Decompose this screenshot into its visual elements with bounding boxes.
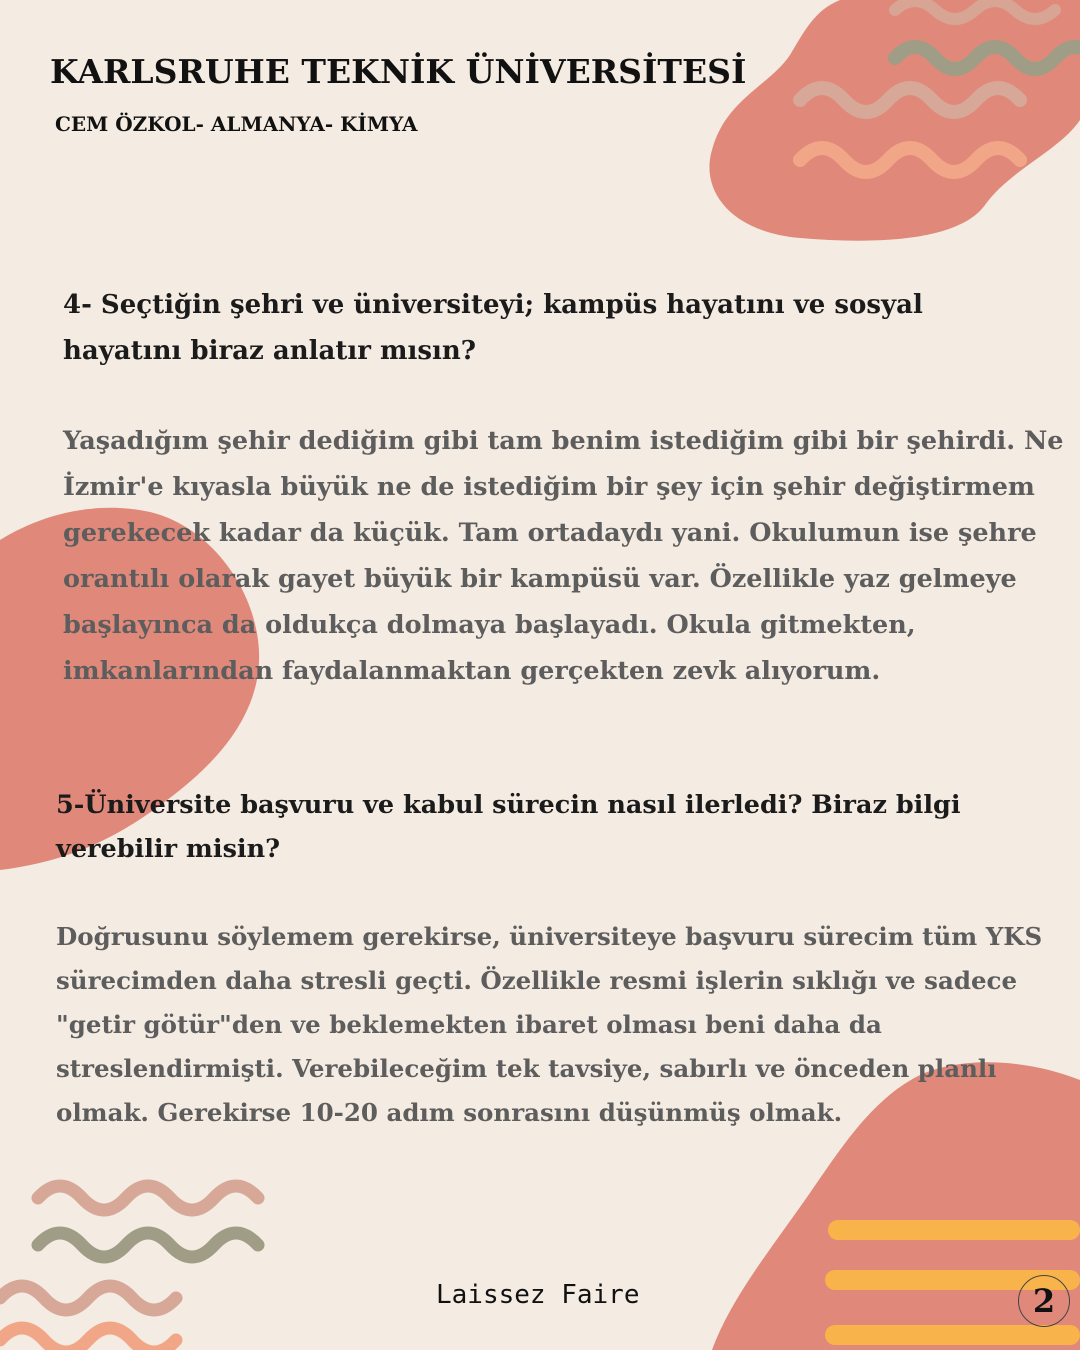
squiggle-rose-bottom-1: [38, 1186, 258, 1210]
question-4: 4- Seçtiğin şehri ve üniversiteyi; kampüs hayatını ve sosyal hayatını biraz anlatır mısın?: [63, 290, 923, 366]
page-subtitle: CEM ÖZKOL- ALMANYA- KİMYA: [55, 112, 418, 136]
answer-4: Yaşadığım şehir dediğim gibi tam benim istediğim gibi bir şehirdi. Ne İzmir'e kıyasla büyük ne de istediğim bir şey için şehir değiştirmem gerekecek kadar da küçük. Tam ortadaydı yani. Okulumun ise şehre orantılı olarak gayet büyük bir kampüsü var. Özellikle yaz gelmeye başlayınca da oldukça dolmaya başlayadı. Okula gitmekten, imkanlarından faydalanmaktan gerçekten zevk alıyorum.: [63, 426, 1064, 686]
page-title: KARLSRUHE TEKNİK ÜNİVERSİTESİ: [50, 52, 747, 91]
yellow-stripe-1: [828, 1220, 1080, 1240]
squiggle-peach-bottom: [0, 1328, 176, 1350]
squiggle-rose-bottom-2: [0, 1286, 176, 1310]
yellow-stripe-3: [825, 1325, 1080, 1345]
question-5: 5-Üniversite başvuru ve kabul sürecin nasıl ilerledi? Biraz bilgi verebilir misin?: [56, 790, 961, 864]
brand-name: Laissez Faire: [436, 1280, 640, 1310]
squiggle-sage-bottom: [38, 1233, 258, 1257]
top-right-blob: [709, 0, 1080, 241]
page-number: 2: [1018, 1275, 1070, 1327]
answer-5: Doğrusunu söylemem gerekirse, üniversiteye başvuru sürecim tüm YKS sürecimden daha stresli geçti. Özellikle resmi işlerin sıklığı ve sadece "getir götür"den ve beklemekten ibaret olması beni daha da streslendirmişti. Verebileceğim tek tavsiye, sabırlı ve önceden planlı olmak. Gerekirse 10-20 adım sonrasını düşünmüş olmak.: [56, 922, 1043, 1127]
